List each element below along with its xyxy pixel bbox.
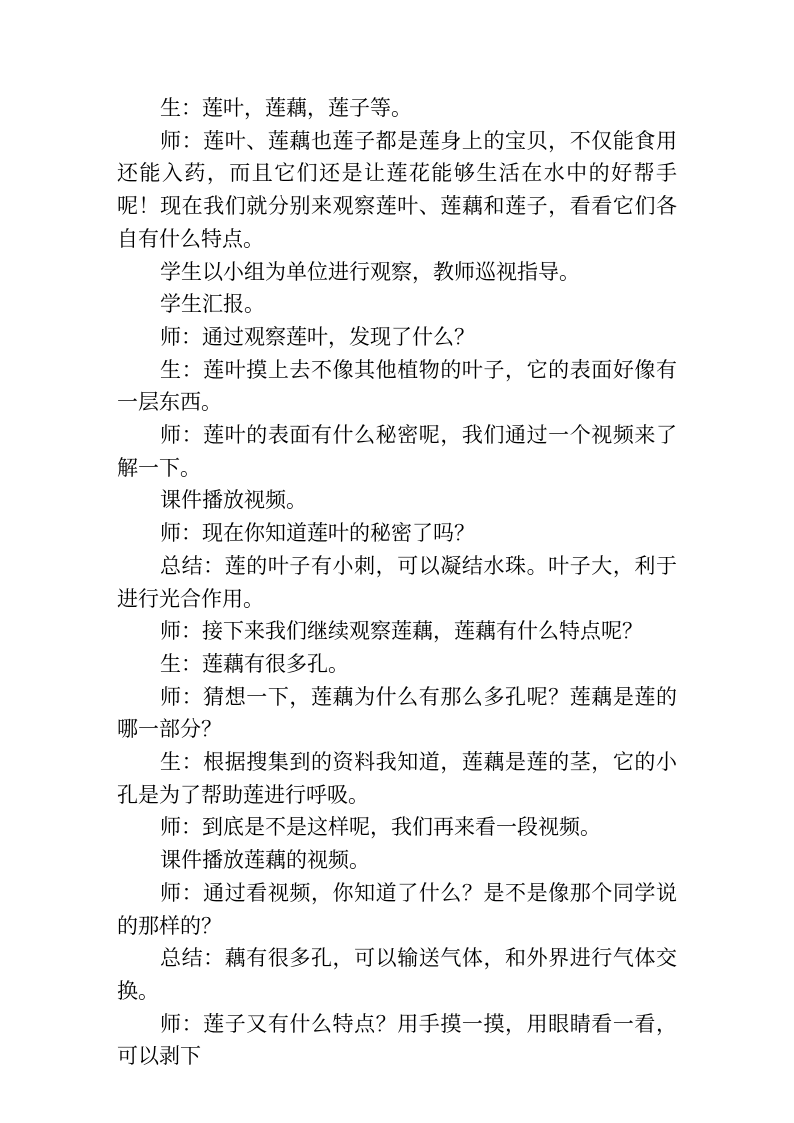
paragraph: 师：通过观察莲叶，发现了什么？ xyxy=(160,324,475,349)
paragraph: 学生以小组为单位进行观察，教师巡视指导。 xyxy=(160,259,580,284)
paragraph: 师：通过看视频，你知道了什么？是不是像那个同学说的那样的？ xyxy=(117,880,677,938)
paragraph: 师：到底是不是这样呢，我们再来看一段视频。 xyxy=(160,815,601,840)
paragraph: 生：根据搜集到的资料我知道，莲藕是莲的茎，它的小孔是为了帮助莲进行呼吸。 xyxy=(117,750,677,807)
paragraph: 总结：藕有很多孔，可以输送气体，和外界进行气体交换。 xyxy=(117,946,677,1003)
paragraph: 课件播放莲藕的视频。 xyxy=(160,848,370,873)
paragraph: 师：现在你知道莲叶的秘密了吗？ xyxy=(160,521,475,546)
paragraph: 师：莲叶、莲藕也莲子都是莲身上的宝贝，不仅能食用还能入药，而且它们还是让莲花能够生活在水中的好帮手呢！现在我们就分别来观察莲叶、莲藕和莲子，看看它们各自有什么特点。 xyxy=(117,128,677,251)
paragraph: 师：莲子又有什么特点？用手摸一摸，用眼睛看一看，可以剥下 xyxy=(117,1011,677,1069)
paragraph: 生：莲叶，莲藕，莲子等。 xyxy=(160,96,412,120)
paragraph: 师：猜想一下，莲藕为什么有那么多孔呢？莲藕是莲的哪一部分？ xyxy=(117,684,677,742)
paragraph: 总结：莲的叶子有小刺，可以凝结水珠。叶子大，利于进行光合作用。 xyxy=(117,553,677,611)
paragraph: 生：莲叶摸上去不像其他植物的叶子，它的表面好像有一层东西。 xyxy=(117,357,677,415)
paragraph: 学生汇报。 xyxy=(160,292,265,317)
paragraph: 课件播放视频。 xyxy=(160,488,307,513)
paragraph: 师：接下来我们继续观察莲藕，莲藕有什么特点呢？ xyxy=(160,619,643,644)
paragraph: 师：莲叶的表面有什么秘密呢，我们通过一个视频来了解一下。 xyxy=(117,423,677,480)
paragraph: 生：莲藕有很多孔。 xyxy=(160,651,349,676)
